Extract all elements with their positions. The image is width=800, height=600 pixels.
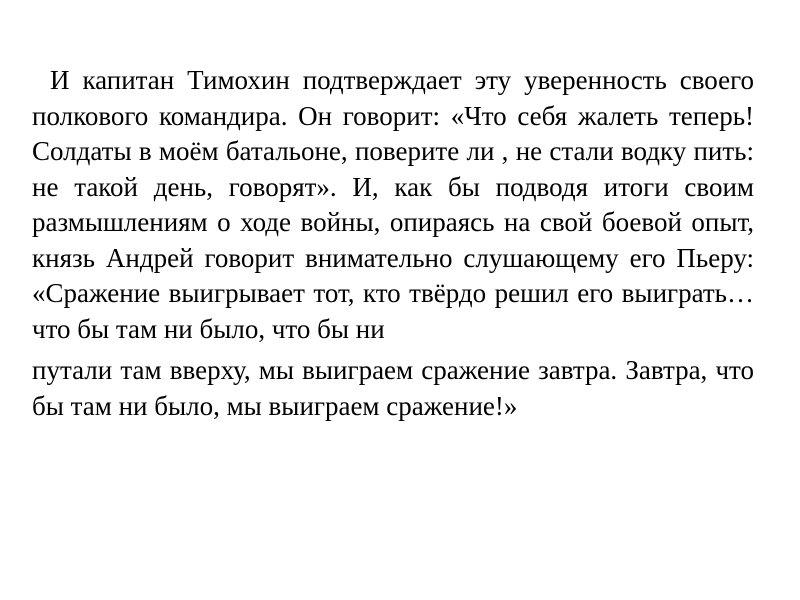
paragraph: И капитан Тимохин подтверждает эту уверенность своего полкового командира. Он говорит: «Что себя жалеть теперь! Солдаты в моём батальоне, поверите ли , не стали водку пить: не такой день, говорят». И, как бы подводя итоги своим размышлениям о ходе войны, опираясь на свой боевой опыт, князь Андрей говорит внимательно слушающему его Пьеру: «Сражение выигрывает тот, кто твёрдо решил его выиграть… что бы там ни было, что бы ни — [32, 65, 754, 344]
paragraph: путали там вверху, мы выиграем сражение завтра. Завтра, что бы там ни было, мы выиграем сражение!» — [32, 355, 754, 421]
body-text — [32, 63, 754, 424]
